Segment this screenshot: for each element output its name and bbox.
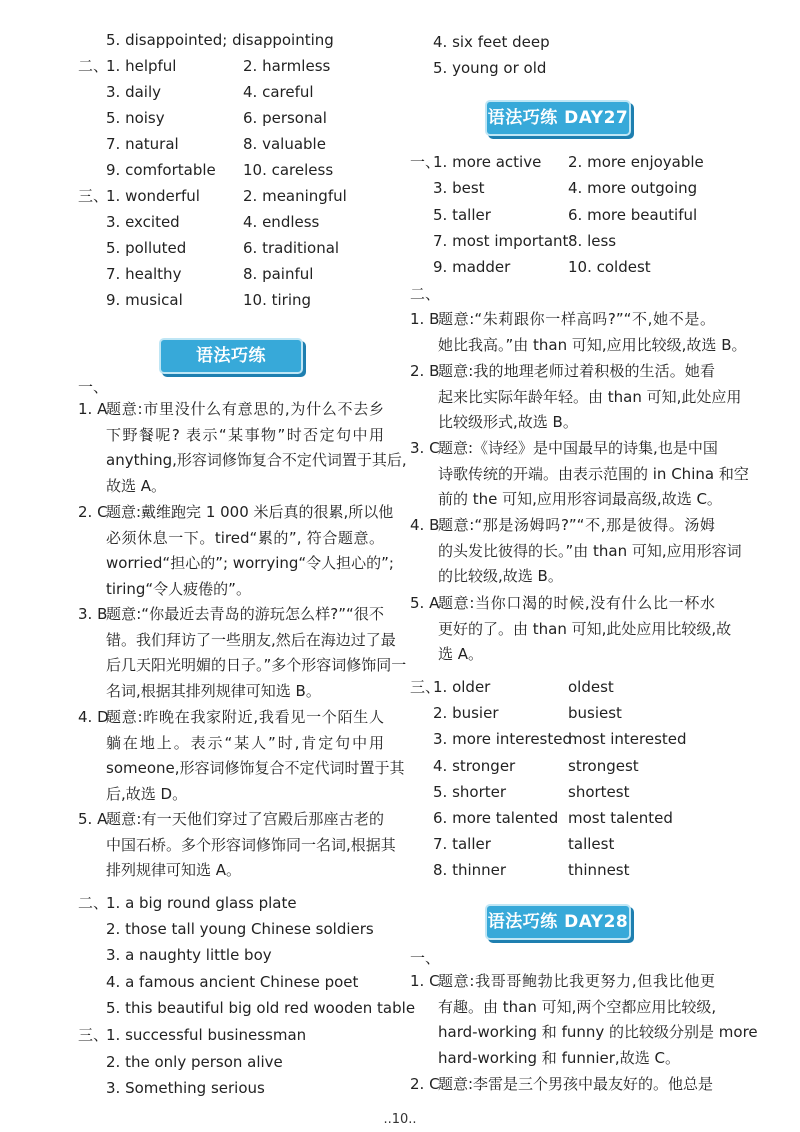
answer-item: 3. best: [433, 179, 485, 198]
section-label: 二、: [78, 894, 109, 912]
item-text-line: 排列规律可知选 A。: [106, 861, 242, 880]
answer-line: 5. this beautiful big old red wooden table: [106, 998, 416, 1017]
item-text: [410, 513, 742, 590]
explanation-item: [410, 1072, 715, 1098]
answer-item: shortest: [568, 782, 630, 801]
answer-item: 10. careless: [243, 161, 334, 179]
answer-item: most interested: [568, 730, 687, 749]
answer-item: 4. stronger: [433, 756, 516, 775]
item-text-line: 题意:当你口渴的时候,没有什么比一杯水: [438, 594, 715, 612]
answer-item: thinnest: [568, 861, 630, 880]
answer-item: 8. less: [568, 231, 617, 250]
item-text: [410, 1072, 715, 1098]
answer-item: 9. comfortable: [106, 161, 216, 179]
explanation-item: [410, 591, 732, 668]
answer-line: 3. a naughty little boy: [106, 946, 272, 965]
section-label: 三、: [410, 678, 441, 696]
answer-item: 9. musical: [106, 291, 183, 309]
item-text-line: 题意:“你最近去青岛的游玩怎么样?”“很不: [106, 605, 384, 623]
explanation-item: [78, 397, 407, 500]
answer-line: 4. six feet deep: [433, 33, 550, 51]
item-text-line: 后,故选 D。: [106, 785, 188, 804]
item-number: 1. A: [78, 400, 108, 418]
answer-item: 8. painful: [243, 265, 314, 283]
item-text-line: 故选 A。: [106, 477, 167, 496]
item-text-line: 起来比实际年龄年轻。由 than 可知,此处应用: [438, 387, 742, 406]
answer-item: 3. daily: [106, 83, 162, 101]
answer-line: 1. successful businessman: [106, 1026, 307, 1044]
item-text: [78, 397, 407, 500]
answer-item: 1. wonderful: [106, 187, 200, 205]
answer-item: 4. careful: [243, 83, 314, 101]
answer-item: 8. valuable: [243, 135, 326, 153]
item-number: 5. A: [410, 594, 440, 612]
item-text-line: 躺在地上。表示“某人”时,肯定句中用: [106, 733, 384, 752]
item-text-line: 的头发比彼得的长。”由 than 可知,应用形容词: [438, 541, 742, 560]
answer-item: 5. taller: [433, 205, 491, 224]
item-text: [78, 500, 394, 603]
item-number: 4. B: [410, 516, 440, 534]
answer-item: strongest: [568, 756, 639, 775]
item-text-line: 题意:有一天他们穿过了宫殿后那座古老的: [106, 810, 384, 828]
answer-item: 1. helpful: [106, 57, 177, 75]
explanation-item: [410, 359, 742, 436]
answer-item: 4. more outgoing: [568, 179, 698, 198]
answer-line: 2. the only person alive: [106, 1052, 283, 1071]
item-text-line: hard-working 和 funny 的比较级分别是 more: [438, 1023, 758, 1042]
answer-line: 1. a big round glass plate: [106, 894, 297, 912]
answer-line: 4. a famous ancient Chinese poet: [106, 972, 359, 991]
answer-item: 2. more enjoyable: [568, 153, 704, 171]
item-text-line: 题意:“那是汤姆吗?”“不,那是彼得。汤姆: [438, 516, 715, 534]
item-text: [410, 307, 747, 358]
item-text-line: someone,形容词修饰复合不定代词时置于其: [106, 759, 405, 778]
answer-item: 5. shorter: [433, 782, 507, 801]
item-text: [410, 436, 749, 513]
item-number: 4. D: [78, 708, 109, 726]
answer-item: 2. meaningful: [243, 187, 347, 205]
item-text-line: 后几天阳光明媚的日子。”多个形容词修饰同一: [106, 656, 407, 675]
section-label: 三、: [78, 1026, 109, 1044]
answer-line: 5. young or old: [433, 59, 547, 77]
item-text-line: 题意:昨晚在我家附近,我看见一个陌生人: [106, 708, 384, 726]
item-text-line: 诗歌传统的开端。由表示范围的 in China 和空: [438, 464, 749, 483]
answer-item: 7. healthy: [106, 265, 182, 283]
item-text-line: hard-working 和 funnier,故选 C。: [438, 1049, 680, 1068]
explanation-item: [410, 513, 742, 590]
explanation-item: [410, 436, 749, 513]
section-label: 一、: [410, 153, 441, 171]
explanation-item: [78, 602, 407, 705]
item-text-line: 中国石桥。多个形容词修饰同一名词,根据其: [106, 835, 396, 854]
answer-item: 1. more active: [433, 153, 542, 171]
answer-item: 7. natural: [106, 135, 179, 153]
item-text-line: 题意:我哥哥鲍勃比我更努力,但我比他更: [438, 972, 715, 990]
section-label: 二、: [78, 57, 109, 75]
answer-item: 9. madder: [433, 258, 511, 277]
answer-item: 7. taller: [433, 835, 491, 854]
item-number: 1. B: [410, 310, 440, 328]
explanation-item: [410, 969, 758, 1072]
item-text: [78, 807, 396, 884]
answer-item: 6. personal: [243, 109, 327, 127]
item-text-line: 题意:戴维跑完 1 000 米后真的很累,所以他: [106, 503, 394, 521]
section-label: 一、: [78, 378, 109, 396]
item-text-line: 选 A。: [438, 645, 484, 664]
answer-item: 8. thinner: [433, 861, 507, 880]
section-label: 二、: [410, 285, 441, 303]
item-text-line: 题意:“朱莉跟你一样高吗?”“不,她不是。: [438, 310, 715, 328]
item-text-line: 前的 the 可知,应用形容词最高级,故选 C。: [438, 490, 722, 509]
item-text-line: worried“担心的”; worrying“令人担心的”;: [106, 554, 394, 573]
section-title-banner: 语法巧练 DAY27: [487, 102, 629, 134]
item-number: 3. C: [410, 439, 440, 457]
answer-line: 2. those tall young Chinese soldiers: [106, 920, 374, 939]
section-label: 一、: [410, 949, 441, 967]
item-text-line: anything,形容词修饰复合不定代词置于其后,: [106, 451, 407, 470]
item-number: 2. C: [410, 1075, 440, 1093]
answer-item: 5. noisy: [106, 109, 165, 127]
item-text-line: 题意:李雷是三个男孩中最友好的。他总是: [438, 1075, 714, 1093]
answer-item: 4. endless: [243, 213, 320, 231]
answer-item: 2. busier: [433, 704, 499, 723]
section-title-banner: 语法巧练 DAY26: [161, 340, 301, 372]
section-title-banner: 语法巧练 DAY28: [487, 906, 629, 938]
item-number: 3. B: [78, 605, 108, 623]
answer-item: 3. excited: [106, 213, 180, 231]
item-text-line: 有趣。由 than 可知,两个空都应用比较级,: [438, 997, 717, 1016]
item-text: [78, 602, 407, 705]
answer-line: 5. disappointed; disappointing: [106, 31, 334, 49]
item-text-line: 比较级形式,故选 B。: [438, 413, 578, 432]
item-text-line: 错。我们拜访了一些朋友,然后在海边过了最: [106, 630, 396, 649]
item-text: [410, 969, 758, 1072]
item-text-line: 更好的了。由 than 可知,此处应用比较级,故: [438, 619, 732, 638]
item-text-line: 名词,根据其排列规律可知选 B。: [106, 682, 321, 701]
explanation-item: [78, 500, 394, 603]
item-number: 2. C: [78, 503, 108, 521]
answer-item: oldest: [568, 678, 614, 696]
answer-item: 10. tiring: [243, 291, 312, 309]
answer-item: tallest: [568, 835, 615, 854]
answer-item: 5. polluted: [106, 239, 187, 257]
item-text-line: 的比较级,故选 B。: [438, 567, 563, 586]
answer-item: 1. older: [433, 678, 491, 696]
answer-line: 3. Something serious: [106, 1079, 265, 1097]
answer-item: busiest: [568, 704, 622, 723]
item-number: 2. B: [410, 362, 440, 380]
answer-item: 10. coldest: [568, 258, 651, 277]
explanation-item: [78, 705, 405, 808]
item-text: [410, 591, 732, 668]
item-text: [410, 359, 742, 436]
item-number: 1. C: [410, 972, 440, 990]
item-text-line: 题意:我的地理老师过着积极的生活。她看: [438, 362, 715, 380]
item-text-line: 下野餐呢? 表示“某事物”时否定句中用: [106, 425, 384, 444]
answer-item: 3. more interested: [433, 730, 572, 749]
answer-item: 7. most important: [433, 231, 569, 250]
answer-item: 2. harmless: [243, 57, 331, 75]
answer-item: 6. more talented: [433, 809, 559, 827]
item-text-line: tiring“令人疲倦的”。: [106, 580, 251, 599]
answer-item: most talented: [568, 809, 673, 827]
page-number: ..10..: [383, 1112, 417, 1127]
item-text-line: 题意:市里没什么有意思的,为什么不去乡: [106, 400, 384, 418]
section-label: 三、: [78, 187, 109, 205]
answer-item: 6. more beautiful: [568, 205, 698, 224]
answer-item: 6. traditional: [243, 239, 340, 257]
item-text-line: 题意:《诗经》是中国最早的诗集,也是中国: [438, 439, 718, 457]
item-text: [78, 705, 405, 808]
item-number: 5. A: [78, 810, 108, 828]
explanation-item: [410, 307, 747, 358]
item-text-line: 必须休息一下。tired“累的”, 符合题意。: [106, 528, 384, 547]
explanation-item: [78, 807, 396, 884]
item-text-line: 她比我高。”由 than 可知,应用比较级,故选 B。: [438, 335, 747, 354]
